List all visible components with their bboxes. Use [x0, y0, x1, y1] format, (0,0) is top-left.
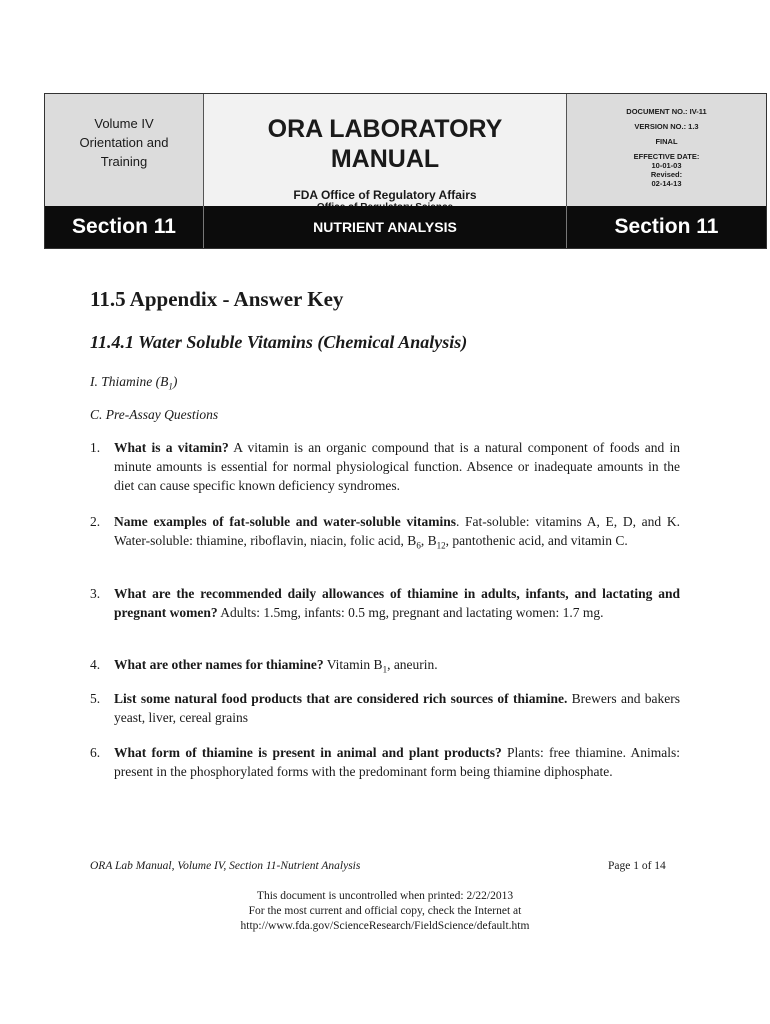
question-1: [90, 438, 680, 495]
subsection-heading: 11.4.1 Water Soluble Vitamins (Chemical Analysis): [90, 332, 468, 352]
version-number: VERSION NO.: 1.3: [634, 122, 699, 131]
question-text: What are the recommended daily allowances of thiamine in adults, infants, and lactating and pregnant women?: [114, 586, 680, 620]
revised-label: Revised:: [650, 170, 683, 179]
manual-title-line-2: MANUAL: [330, 145, 440, 173]
document-header: [44, 93, 767, 249]
footer-manual-ref: ORA Lab Manual, Volume IV, Section 11-Nutrient Analysis: [90, 860, 361, 872]
question-number: 6.: [90, 745, 101, 760]
question-text: What is a vitamin?: [114, 440, 229, 455]
title-cell: [204, 94, 567, 206]
manual-title: [204, 94, 566, 174]
answer-text: Plants: free thiamine. Animals: present in the phosphorylated forms with the predominant form being thiamine diphosphate.: [114, 745, 680, 779]
answer-text: Adults: 1.5mg, infants: 0.5 mg, pregnant and lactating women: 1.7 mg.: [217, 605, 604, 620]
answer-text: A vitamin is an organic compound that is a natural component of foods and in minute amounts is essential for normal physiological function. Absence or inadequate amounts in the diet can cause specific known deficiency syndromes.: [114, 440, 680, 493]
question-4: 4. What are other names for thiamine? Vitamin $B_1$, aneurin.: [90, 657, 438, 675]
effective-date-label: EFFECTIVE DATE:: [633, 152, 700, 161]
question-text: List some natural food products that are considered rich sources of thiamine.: [114, 691, 568, 706]
notice-line-2: For the most current and official copy, check the Internet at: [248, 905, 522, 917]
manual-title-line-1: ORA LABORATORY: [267, 115, 503, 143]
question-number: 1.: [90, 440, 101, 455]
final-status: FINAL: [655, 137, 678, 146]
volume-subtitle-1: Orientation and: [79, 135, 169, 150]
question-6: [90, 743, 680, 781]
volume-cell: [45, 94, 204, 206]
question-number: 5.: [90, 691, 101, 706]
uncontrolled-notice: [0, 889, 770, 934]
question-text: What form of thiamine is present in animal and plant products?: [114, 745, 502, 760]
question-number: 2.: [90, 514, 101, 529]
effective-date: 10-01-03: [651, 161, 682, 170]
answer-text: Brewers and bakers yeast, liver, cereal grains: [114, 691, 680, 725]
volume-label: Volume IV: [94, 116, 154, 131]
question-text: Name examples of fat-soluble and water-soluble vitamins: [114, 514, 456, 529]
appendix-heading: 11.5 Appendix - Answer Key: [90, 287, 344, 311]
pre-assay-heading: C. Pre-Assay Questions: [90, 407, 219, 422]
office-name: FDA Office of Regulatory Affairs: [293, 188, 477, 202]
revised-date: 02-14-13: [651, 179, 682, 188]
question-3: [90, 584, 680, 622]
thiamine-heading: I. Thiamine $(B_1)$: [90, 374, 178, 392]
section-title: NUTRIENT ANALYSIS: [204, 206, 567, 248]
question-text: What are other names for thiamine?: [114, 657, 324, 672]
question-number: 3.: [90, 586, 101, 601]
notice-url[interactable]: http://www.fda.gov/ScienceResearch/FieldScience/default.htm: [240, 920, 530, 932]
volume-subtitle-2: Training: [100, 154, 148, 169]
section-label-right: Section 11: [614, 215, 719, 238]
question-number: 4.: [90, 657, 101, 672]
document-info-cell: [567, 94, 766, 206]
section-bar: [45, 206, 766, 248]
header-top-row: [45, 94, 766, 206]
document-number: DOCUMENT NO.: IV-11: [626, 107, 707, 116]
question-5: [90, 689, 680, 727]
question-2: 2. Name examples of fat-soluble and water-soluble vitamins. Fat-soluble: vitamins A, E, D, and K. Water-soluble: thiamine, riboflavin, niacin, folic acid, $B_6$, $B_{12}$, pantothenic acid, and vitamin C.: [90, 514, 681, 551]
answer-text: Vitamin B: [323, 657, 383, 672]
notice-line-1: This document is uncontrolled when printed: 2/22/2013: [256, 890, 514, 902]
section-label-left: Section 11: [45, 206, 204, 248]
answer-text: . Fat-soluble: vitamins A, E, D, and K. Water-soluble: thiamine, riboflavin, niacin, folic acid, B: [114, 514, 681, 548]
footer-page-number: Page 1 of 14: [608, 860, 666, 872]
